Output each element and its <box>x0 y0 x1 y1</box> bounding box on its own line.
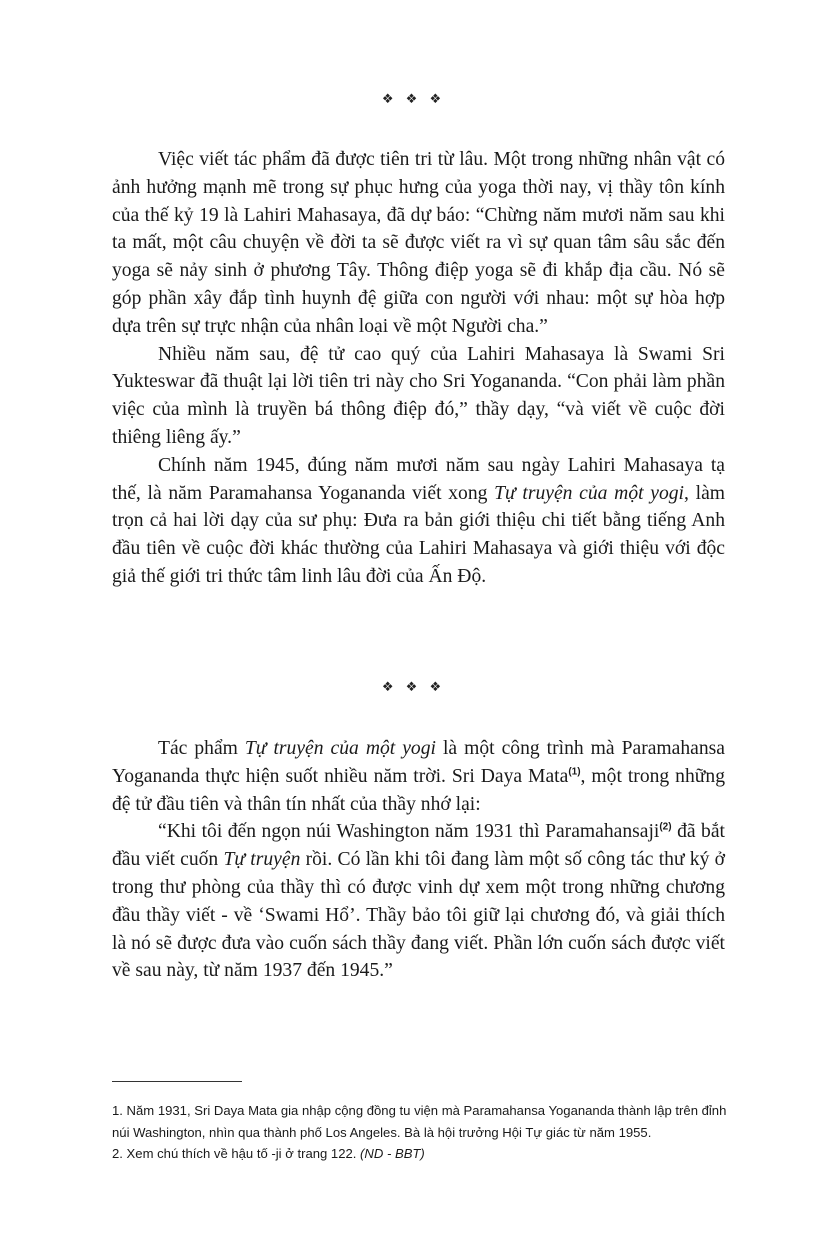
paragraph-quote-washington <box>112 818 725 985</box>
text-run: đã bắt đầu viết cuốn <box>112 821 725 871</box>
text-run: , làm trọn cả hai lời dạy của sư phụ: Đưa ra bản giới thiệu chi tiết bằng tiếng Anh đầu tiên về cuộc đời khác thường của Lahiri Mahasaya và giới thiệu với độc giả thế giới tri thức tâm linh lâu đời của Ấn Độ. <box>112 482 726 587</box>
section-divider-middle: ❖ ❖ ❖ <box>381 680 446 695</box>
book-title-italic: Tự truyện của một yogi <box>244 738 436 759</box>
paragraph-prophecy: Việc viết tác phẩm đã được tiên tri từ lâu. Một trong những nhân vật có ảnh hưởng mạnh mẽ trong sự phục hưng của yoga thời nay, vị thầy tôn kính của thế kỷ 19 là Lahiri Mahasaya, đã dự báo: “Chừng năm mươi năm sau khi ta mất, một câu chuyện về đời ta sẽ được viết ra vì sự quan tâm sâu sắc đến yoga sẽ nảy sinh ở phương Tây. Thông điệp yoga sẽ đi khắp địa cầu. Nó sẽ góp phần xây đắp tình huynh đệ giữa con người với nhau: một sự hòa hợp dựa trên sự trực nhận của nhân loại về một Người cha.” <box>112 149 725 337</box>
book-title-italic: Tự truyện của một yogi <box>494 482 685 504</box>
section-divider-top: ❖ ❖ ❖ <box>381 92 446 107</box>
footnote-2-credit: (ND - BBT) <box>360 1146 425 1161</box>
text-run: 2. Xem chú thích về hậu tố -ji ở trang 122. <box>112 1146 361 1161</box>
section-1 <box>112 146 725 591</box>
paragraph-yukteswar: Nhiều năm sau, đệ tử cao quý của Lahiri Mahasaya là Swami Sri Yukteswar đã thuật lại lời tiên tri này cho Sri Yogananda. “Con phải làm phần việc của mình là truyền bá thông điệp đó,” thầy dạy, “và viết về cuộc đời thiêng liêng ấy.” <box>112 343 725 448</box>
footnote-separator <box>112 1081 242 1082</box>
footnote-1: 1. Năm 1931, Sri Daya Mata gia nhập cộng đồng tu viện mà Paramahansa Yogananda thành lập trên đỉnh núi Washington, nhìn qua thành phố Los Angeles. Bà là hội trưởng Hội Tự giác từ năm 1955. <box>112 1103 727 1140</box>
footnote-2 <box>112 1143 737 1165</box>
text-run: Tác phẩm <box>158 738 245 759</box>
text-run: “Khi tôi đến ngọn núi Washington năm 1931 thì Paramahansaji <box>158 821 660 843</box>
text-run: là một công trình mà Paramahansa Yogananda thực hiện suốt nhiều năm trời. Sri Daya Mata <box>112 738 725 787</box>
footnotes <box>112 1100 737 1165</box>
footnote-ref-2[interactable]: (2) <box>659 821 672 833</box>
text-run: , một trong những đệ tử đầu tiên và thân tín nhất của thầy nhớ lại: <box>112 765 725 815</box>
text-run: rồi. Có lần khi tôi đang làm một số công tác thư ký ở trong thư phòng của thầy thì có được vinh dự xem một trong những chương đầu thầy viết - về ‘Swami Hổ’. Thầy bảo tôi giữ lại chương đó, và giải thích là nó sẽ được đưa vào cuốn sách thầy đang viết. Phần lớn cuốn sách được viết về sau này, từ năm 1937 đến 1945.” <box>112 849 725 982</box>
section-2 <box>112 735 725 985</box>
text-run: Chính năm 1945, đúng năm mươi năm sau ngày Lahiri Mahasaya tạ thế, là năm Paramahansa Yogananda viết xong <box>112 454 725 504</box>
book-title-italic: Tự truyện <box>223 849 301 871</box>
paragraph-daya-mata <box>112 735 725 818</box>
paragraph-1945 <box>112 452 725 591</box>
footnote-ref-1[interactable]: (1) <box>568 766 581 778</box>
